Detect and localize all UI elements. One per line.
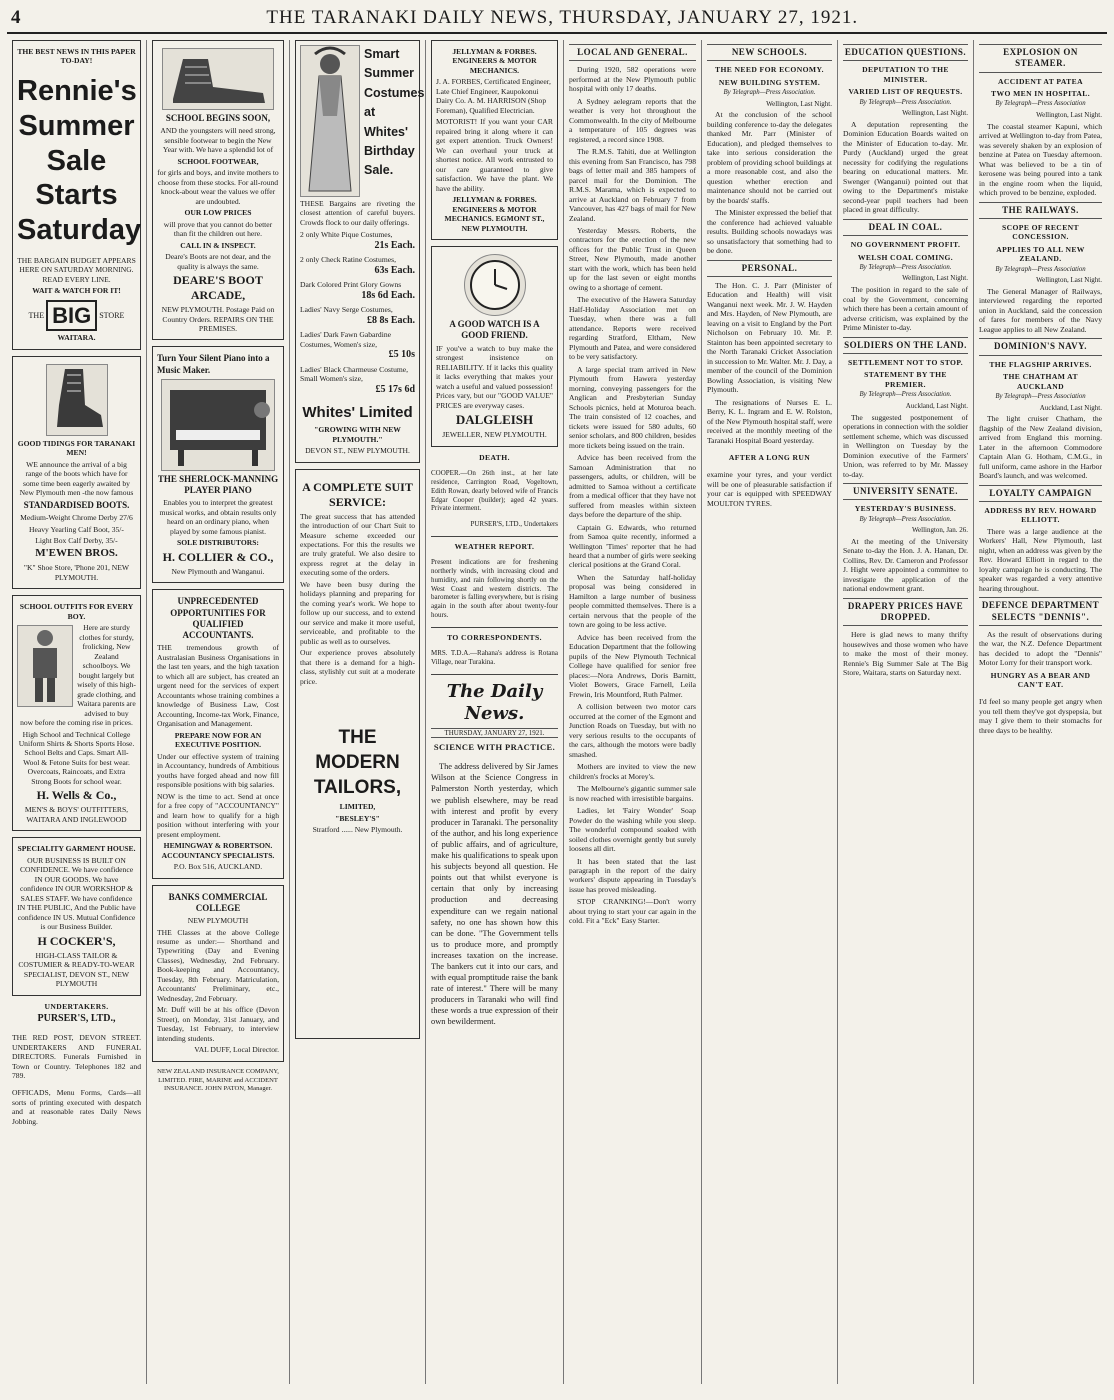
navy-head: DOMINION'S NAVY. — [979, 338, 1102, 355]
masthead-title: THE TARANAKI DAILY NEWS, THURSDAY, JANUARY 27, 1921. — [266, 7, 859, 28]
bargain-body: THESE Bargains are riveting the closest attention of careful buyers. Crowds flock to our daily offerings. — [300, 199, 415, 227]
nameplate: The Daily News. — [446, 680, 543, 725]
railways-sub2: APPLIES TO ALL NEW ZEALAND. — [996, 244, 1085, 264]
press-line: By Telegraph—Press Association. — [859, 264, 952, 271]
price-item-value: 63s Each. — [374, 264, 415, 276]
suit-body3: Our experience proves absolutely that there is a demand for a high-class, stylishly cut suit at a moderate price. — [300, 648, 415, 686]
whites-tagline: "GROWING WITH NEW PLYMOUTH." — [314, 425, 401, 444]
story-paragraph: The General Manager of Railways, interviewed regarding the reported union in Auckland, said the concession of fares for members of the Navy League applies to all New Zealand. — [979, 287, 1102, 334]
railways-story — [979, 287, 1102, 334]
smart-line: Birthday — [364, 143, 415, 158]
dalgleish-firm: DALGLEISH — [455, 412, 534, 428]
story-paragraph: During 1920, 582 operations were performed at the New Plymouth public hospital with only 17 deaths. — [569, 65, 696, 94]
story-paragraph: The Hon. C. J. Parr (Minister of Education and Health) will visit Wanganui next week. Mr. J. W. Hayden and Mrs. Hayden, of New Plymouth, are leaving on a visit to England by the Port Nicholson on February 10. Mr. P. Stainton has been appointed secretary to the North Taranaki Cricket Association in succession to Mr. Walter. Mr. J. Day, a member of the council of the Dominion Bowling Association, is visiting New Plymouth. — [707, 280, 832, 395]
story-paragraph: The executive of the Hawera Saturday Half-Holiday Association met on Tuesday, when there was a full attendance. Reports were received regarding Stratford, Eltham, New Plymouth and Patea, and were considered to be very satisfactory. — [569, 295, 696, 362]
logo-the: THE — [28, 310, 45, 320]
story-paragraph: Here is glad news to many thrifty housewives and those women who have to make the most of their money. Rennie's Big Summer Sale at The Big Store, Waitara, starts on Saturday next. — [843, 630, 968, 678]
smart-headline — [364, 45, 424, 197]
story-paragraph: A collision between two motor cars occurred at the corner of the Egmont and Junction Roads on Tuesday, but with no very serious results to the occupants of the cars, although the motors were badly smashed. — [569, 702, 696, 759]
education-sub1: DEPUTATION TO THE MINISTER. — [862, 65, 949, 84]
hr-firm: HEMINGWAY & ROBERTSON. ACCOUNTANCY SPECIALISTS. — [161, 841, 275, 860]
modern-besley: "BESLEY'S" — [335, 813, 380, 823]
price-item-desc: 2 only White Pique Costumes, — [300, 230, 393, 240]
piano-head: Turn Your Silent Piano into a Music Maker. — [157, 353, 270, 375]
banks-college-ad — [152, 885, 284, 1062]
price-item — [300, 230, 415, 252]
price-item-desc: Dark Colored Print Glory Gowns — [300, 280, 402, 290]
press-line: By Telegraph—Press Association. — [859, 98, 952, 106]
navy-sub1: THE FLAGSHIP ARRIVES. — [989, 359, 1092, 369]
mewen-firm: M'EWEN BROS. — [35, 547, 118, 560]
budget-note: THE BARGAIN BUDGET APPEARS HERE ON SATURDAY MORNING. READ EVERY LINE. — [17, 255, 136, 284]
death-sign: PURSER'S, LTD., Undertakers — [470, 520, 558, 529]
deare-address: NEW PLYMOUTH. Postage Paid on Country Orders. REPAIRS ON THE PREMISES. — [161, 305, 275, 333]
price-item — [300, 280, 415, 302]
rennie-line: Saturday — [17, 214, 142, 247]
navy-sub2: THE CHATHAM AT AUCKLAND — [1003, 372, 1078, 391]
undertakers-head: UNDERTAKERS. — [44, 1001, 109, 1011]
masthead — [7, 5, 1107, 34]
smart-line: Summer — [364, 66, 415, 81]
deare-firm: DEARE'S BOOT ARCADE, — [173, 273, 263, 303]
column-3 — [290, 40, 426, 1384]
banks-duff: Mr. Duff will be at his office (Devon Street), on Monday, 31st January, and Tuesday, 1st February, to interview intending students. — [157, 1005, 279, 1043]
logo-big: BIG — [46, 300, 97, 332]
boots-price-line: Heavy Yearling Calf Boot, 35/- — [29, 524, 124, 534]
story-paragraph: Yesterday Messrs. Roberts, the contractors for the erection of the new offices for the Public Trust in Queen Street, New Plymouth, made another start with the work, which has been held up for the last seven or eight months owing to a shortage of cement. — [569, 226, 696, 292]
wells-ad — [12, 595, 141, 831]
collier-ad — [152, 346, 284, 583]
price-item-value: £8 8s Each. — [366, 314, 415, 326]
column-7 — [838, 40, 974, 1384]
rennie-line: Rennie's — [17, 74, 137, 107]
smart-line: Smart — [364, 47, 400, 61]
jf-motor: MOTORIST! If you want your CAR repaired bring it along where it can get expert attention. Truck Owners! We can overhaul your truck at shortest notice. All work entrusted to our care guaranteed to give satisfaction. We have the plant. We have the ability. — [436, 117, 553, 193]
lady-illustration — [300, 45, 360, 197]
price-item-desc: Ladies' Dark Fawn Gabardine Costumes, Women's size, — [300, 330, 391, 349]
price-item-value: £5 10s — [388, 349, 415, 361]
story-paragraph: The resignations of Nurses E. L. Berry, K. L. Ingram and E. W. Rolston, of the New Plymouth hospital staff, were received at the monthly meeting of the Taranaki Hospital Board yesterday. — [707, 397, 832, 445]
story-paragraph: At the meeting of the University Senate to-day the Hon. J. A. Hanan, Dr. Collins, Rev. Dr. Cameron and Professor J. Hight were appointed a committee to investigate the application of the national endowment grant. — [843, 536, 968, 594]
smart-line: Sale. — [364, 163, 394, 178]
nameplate-date: THURSDAY, JANUARY 27, 1921. — [431, 728, 558, 739]
mewen-address: "K" Shoe Store, 'Phone 201, NEW PLYMOUTH. — [23, 563, 130, 582]
local-general-head: LOCAL AND GENERAL. — [569, 44, 696, 61]
boots-body: WE announce the arrival of a big range of the boots which have for some time been eagerly awaited by New Plymouth men -the now famous — [19, 459, 134, 498]
hungry-head: HUNGRY AS A BEAR AND CAN'T EAT. — [990, 670, 1091, 690]
boots-headline: GOOD TIDINGS FOR TARANAKI MEN! — [17, 438, 136, 458]
acct-body: THE tremendous growth of Australasian Business Organisations in the last ten years, and the high taxation to which all are subject, has created an urgent need for the services of expert Accountants whose training combines a knowledge of Business Law, Cost Accounting, Income-tax Work, Finance, Organisation and Management. — [157, 643, 279, 729]
rennie-headline — [17, 74, 142, 248]
column-6 — [702, 40, 838, 1384]
weather-head: WEATHER REPORT. — [454, 541, 535, 551]
story-paragraph: The Minister expressed the belief that the conference had achieved valuable results. Building schools nowadays was so unsatisfactory that something had to be done. — [707, 208, 832, 256]
column-1 — [7, 40, 147, 1384]
story-paragraph: There was a large audience at the Workers' Hall, New Plymouth, last night, when an address was given by the Rev. Howard Elliott in regard to the loyalty campaign he is conducting. The speaker was regarded a very attentive hearing throughout. — [979, 526, 1102, 593]
dalgleish-sub: JEWELLER, NEW PLYMOUTH. — [442, 430, 547, 440]
low-prices: OUR LOW PRICES — [184, 208, 252, 218]
story-paragraph: Advice has been received from the Samoan Administration that no passengers, adults, or children, will be admitted to Samoa without a certificate from a medical officer that they have not suffered from measles within sixteen days before the departure of the ship. — [569, 453, 696, 520]
column-5 — [564, 40, 702, 1384]
big-store-logo — [17, 300, 136, 332]
story-paragraph: It has been stated that the last paragraph in the report of the dairy workers' dispute appearing in Tuesday's issue has proved misleading. — [569, 856, 696, 894]
school-outfits-head: SCHOOL OUTFITS FOR EVERY BOY. — [19, 602, 134, 621]
big-store-town: WAITARA. — [57, 333, 96, 343]
deare-ad — [152, 40, 284, 340]
schoolboy-illustration — [17, 625, 73, 707]
railways-head: THE RAILWAYS. — [979, 202, 1102, 219]
dateline: Wellington, Last Night. — [902, 274, 968, 283]
press-line: By Telegraph—Press Association — [995, 393, 1086, 401]
hungry-body: I'd feel so many people get angry when you tell them they've got dyspepsia, but may I give them to their stomachs for three days to be healthy. — [979, 697, 1102, 735]
explosion-sub1: ACCIDENT AT PATEA — [997, 76, 1083, 86]
cocker-ad — [12, 837, 141, 995]
dateline: Auckland, Last Night. — [1039, 403, 1102, 412]
after-long-run-head: AFTER A LONG RUN — [728, 453, 811, 463]
pursers-tail: OFFICADS, Menu Forms, Cards—all sorts of printing executed with despatch and at reasonable rates Daily News Jobbing. — [12, 1088, 141, 1126]
wells-sub: MEN'S & BOYS' OUTFITTERS, WAITARA AND INGLEWOOD — [24, 805, 129, 824]
story-paragraph: Advice has been received from the Education Department that the following pupils of the New Plymouth Technical College have qualified for senior free places:—Nora Andrews, Doris Barnitt, Violet Bowers, Grace Farnell, Leila Frewin, Iris Mountford, Ruth Palmer. — [569, 632, 696, 699]
rennie-line: Starts — [35, 179, 118, 212]
story-paragraph: When the Saturday half-holiday proposal was being considered in Hamilton a large number of business people committed themselves. There is a certain nervous that the people of the town are going to be less active. — [569, 572, 696, 630]
boots-standardised: STANDARDISED BOOTS. — [23, 499, 130, 510]
school-begins-head: SCHOOL BEGINS SOON, — [165, 113, 271, 123]
smart-line: at — [364, 105, 376, 120]
coal-sub2: WELSH COAL COMING. — [857, 252, 954, 262]
collier-address: New Plymouth and Wanganui. — [171, 566, 265, 576]
senate-story — [843, 537, 968, 594]
loyalty-story — [979, 527, 1102, 593]
explosion-head: EXPLOSION ON STEAMER. — [979, 44, 1102, 73]
press-line: By Telegraph—Press Association — [995, 100, 1086, 108]
story-paragraph: A deputation representing the Dominion Education Boards waited on the Minister of Education to-day. Mr. Purdy (Auckland) urged the great necessity for codifying the regulations bearing on educational matters. Mr. Swenger (Wanganui) pointed out that owing to the Department's mistake second-year pupil teachers had been placed in great difficulty. — [843, 119, 968, 215]
prepare-head: PREPARE NOW FOR AN EXECUTIVE POSITION. — [174, 730, 262, 750]
cocker-body: OUR BUSINESS IS BUILT ON CONFIDENCE. We have confidence IN OUR GOODS. We have confidence IN OUR WORKSHOP & SALES STAFF. We have confidence IN THE PUBLIC, And the Public have confidence IN US. Mutual Confidence is our Business Builder. — [17, 855, 136, 932]
whites-address: DEVON ST., NEW PLYMOUTH. — [305, 446, 410, 456]
death-body: COOPER.—On 26th inst., at her late residence, Carrington Road, Vogeltown, Edith Rowan, dearly beloved wife of Francis Edgar Cooper (builder); aged 42 years. Private interment. — [431, 469, 558, 513]
banks-body: THE Classes at the above College resume as under:— Shorthand and Typewriting (Day and Evening Classes), Wednesday, 2nd February. Book-keeping and Accountancy, Tuesday, 8th February. Matriculation, Accountants' Preliminary, etc., Wednesday, 2nd February. — [157, 927, 279, 1003]
column-8 — [974, 40, 1107, 1384]
education-head: EDUCATION QUESTIONS. — [843, 44, 968, 61]
new-schools-sub2: NEW BUILDING SYSTEM. — [718, 77, 821, 87]
suit-body2: We have been busy during the holidays planning and preparing for the coming year's work. We hope to follow up our success, and to extend our service and make it more useful, serviceable, and profitable to the public as well as to ourselves. — [300, 579, 415, 646]
price-list — [300, 230, 415, 396]
dateline: Wellington, Last Night. — [1036, 110, 1102, 119]
suit-head: A COMPLETE SUIT SERVICE: — [302, 479, 413, 509]
page-number: 4 — [11, 7, 22, 28]
explosion-story — [979, 122, 1102, 198]
boots-price-line: Medium-Weight Chrome Derby 27/6 — [20, 513, 133, 523]
soldiers-head: SOLDIERS ON THE LAND. — [843, 337, 968, 354]
education-sub2: VARIED LIST OF REQUESTS. — [848, 87, 963, 97]
defence-story — [979, 630, 1102, 668]
senate-sub: YESTERDAY'S BUSINESS. — [854, 504, 957, 514]
school-outfits-list: High School and Technical College Uniform Shirts & Shorts Sports Hose. School Belts and Caps. Smart All-Wool & Fetone Suits for best wear. Overcoats, Raincoats, and Extra Strong Boots for school wear. — [18, 729, 135, 786]
watch-head: A GOOD WATCH IS A GOOD FRIEND. — [449, 319, 540, 341]
jf-head: JELLYMAN & FORBES. ENGINEERS & MOTOR MECHANICS. — [452, 47, 537, 75]
low-prices-body: will prove that you cannot do better than fit the children out here. — [163, 219, 273, 239]
logo-store: STORE — [99, 310, 125, 320]
column-2 — [147, 40, 290, 1384]
rennie-line: Summer — [18, 109, 135, 142]
soldiers-story — [843, 413, 968, 479]
watch-illustration — [464, 254, 526, 316]
now-body: NOW is the time to act. Send at once for a free copy of "ACCOUNTANCY" and learn how to qualify for a high position without interfering with your present employment. — [157, 791, 279, 839]
loyalty-head: LOYALTY CAMPAIGN — [979, 485, 1102, 502]
cocker-firm: H COCKER'S, — [37, 933, 116, 948]
death-head: DEATH. — [479, 452, 510, 462]
local-general-story — [569, 65, 696, 926]
school-begins-body: AND the youngsters will need strong, sensible footwear to begin the New Year with. We have a splendid lot of — [160, 126, 276, 155]
press-line: By Telegraph—Press Association. — [859, 391, 952, 399]
modern-address: Stratford ...... New Plymouth. — [312, 825, 403, 835]
price-item-desc: Ladies' Navy Serge Costumes, — [300, 305, 393, 315]
price-item — [300, 365, 415, 396]
price-item — [300, 255, 415, 277]
whites-firm: Whites' Limited — [302, 404, 413, 422]
railways-sub1: SCOPE OF RECENT CONCESSION. — [1001, 222, 1080, 242]
prepare-body: Under our effective system of training in Accountancy, hundreds of Ambitious youths have forged ahead and now fill responsible positions with big salaries. — [157, 751, 279, 790]
banks-head: BANKS COMMERCIAL COLLEGE — [168, 891, 268, 913]
story-paragraph: The Melbourne's gigantic summer sale is now reached with irresistible bargains. — [569, 784, 696, 803]
jf-body: J. A. FORBES, Certificated Engineer, Late Chief Engineer, Kaupokonui Dairy Co. A. M. HARRISON (Shop Foreman), Qualified Electrician. — [436, 77, 551, 115]
story-paragraph: A Sydney aelegram reports that the weather is very hot throughout the Commonwealth. In the city of Melbourne a temperature of 105 degrees was registered, a record since 1908. — [569, 96, 696, 144]
rennie-ad — [12, 40, 141, 350]
dateline: Wellington, Last Night. — [766, 99, 832, 108]
wells-firm: H. Wells & Co., — [36, 788, 117, 803]
education-story — [843, 120, 968, 215]
price-item-value: 18s 6d Each. — [361, 289, 415, 301]
defence-head: DEFENCE DEPARTMENT SELECTS "DENNIS". — [979, 597, 1102, 626]
newspaper-page — [7, 5, 1107, 1390]
sole-distributors: SOLE DISTRIBUTORS: — [177, 538, 259, 548]
dateline: Wellington, Jan. 26. — [911, 526, 968, 535]
boot-illustration — [46, 364, 108, 436]
drapery-story — [843, 630, 968, 677]
new-schools-head: NEW SCHOOLS. — [707, 44, 832, 61]
story-paragraph: A large special tram arrived in New Plymouth from Hawera yesterday morning, conveying passengers for the Anglican and Presbyterian Sunday Schools picnics, held at Moturoa beach. The train consisted of 12 coaches, and tickets were issued for 580 adults, 60 senior scholars, and 800 children, besides more tickets being issued on the train. — [569, 364, 696, 450]
correspondents-body: MRS. T.D.A.—Rahana's address is Rotana Village, near Turakina. — [431, 649, 558, 666]
price-item — [300, 330, 415, 361]
school-outfits-body: Here are sturdy clothes for sturdy, frolicking, New Zealand schoolboys. We bought largely but wisely of this high-grade clothing, and Waitara parents are advised to buy now before the coming rise in prices. — [20, 623, 136, 728]
story-paragraph: Mothers are invited to view the new children's frocks at Morey's. — [569, 762, 696, 781]
modern-tailors-ad — [295, 469, 420, 1039]
modern-head: THE MODERN TAILORS, — [313, 727, 402, 798]
whites-ad — [295, 40, 425, 463]
story-paragraph: At the conclusion of the school building conference to-day the delegates thanked Mr. Parr (Minister of Education), and pledged themselves to take into serious consideration the problem of providing school buildings at a more reasonable cost, and also the question whether erection and maintenance should not be carried out by the boards' staffs. — [707, 110, 832, 205]
weather-body: Present indications are for freshening northerly winds, with increasing cloud and humidity, and rain following shortly on the West Coast and western districts. The barometer is falling everywhere, but is rising again in the south after about twenty-four hours. — [431, 558, 558, 619]
drapery-head: DRAPERY PRICES HAVE DROPPED. — [843, 598, 968, 627]
accountancy-ad — [152, 589, 284, 878]
dateline: Wellington, Last Night. — [1036, 276, 1102, 285]
pursers-body: THE RED POST, DEVON STREET. UNDERTAKERS AND FUNERAL DIRECTORS. Funerals Furnished in Town or Country. Telephones 182 and 789. — [12, 1033, 141, 1081]
suit-body: The great success that has attended the introduction of our Chart Suit to Measure scheme exceeded our expectations. For this the results we are truly grateful. We also desire to express regret at the delay in executing some of the orders. — [300, 511, 415, 578]
acct-head: UNPRECEDENTED OPPORTUNITIES FOR QUALIFIED ACCOUNTANTS. — [170, 596, 266, 641]
piano-name: THE SHERLOCK-MANNING PLAYER PIANO — [157, 473, 279, 496]
loyalty-sub: ADDRESS BY REV. HOWARD ELLIOTT. — [984, 506, 1097, 525]
piano-body: Enables you to interpret the greatest musical works, and obtain results only heard on an ordinary piano, when played by some famous pianist. — [159, 498, 277, 536]
explosion-sub2: TWO MEN IN HOSPITAL. — [991, 88, 1090, 98]
story-paragraph: As the result of observations during the war, the N.Z. Defence Department has decided to adopt the "Dennis" Motor Lorry for their transport work. — [979, 629, 1102, 668]
wait-note: WAIT & WATCH FOR IT! — [32, 286, 121, 296]
insurance-notice: NEW ZEALAND INSURANCE COMPANY, LIMITED. FIRE, MARINE and ACCIDENT INSURANCE. JOHN PATON, Manager. — [157, 1068, 279, 1092]
collier-firm: H. COLLIER & CO., — [162, 549, 274, 564]
call-in: CALL IN & INSPECT. — [180, 240, 256, 250]
school-begins-body2: for girls and boys, and invite mothers to choose from these stocks. For all-round knock-about wear the values we offer are undoubted. — [157, 168, 279, 206]
price-item-desc: Ladies' Black Charmeuse Costume, Small Women's size, — [300, 364, 409, 384]
press-line: By Telegraph—Press Association — [995, 265, 1086, 273]
new-schools-sub1: THE NEED FOR ECONOMY. — [715, 65, 824, 75]
science-body: The address delivered by Sir James Wilson at the Science Congress in Palmerston North yesterday, which we publish elsewhere, may be read with interest and profit by every producer in Taranaki. The personality of the author, and his long experience of public affairs, and of agriculture, make his qualifications to speak upon his subjects beyond all question. He points out that whilst everyone is certain that only by increasing production and decreasing expenditure can we regain national safety, no one has shown how this can be done. "The Government tells us to produce more, and promptly increases taxation on the increase. The bankers cut it into our cars, and with equal promptitude raise the bank rate of interest." There will be many producers in Taranaki who will find these words a true expression of their own bewilderment. — [431, 762, 558, 1027]
dateline: Auckland, Last Night. — [905, 401, 968, 410]
modern-ltd: LIMITED, — [339, 802, 376, 812]
press-line: By Telegraph—Press Association. — [859, 515, 952, 523]
banks-sign: VAL DUFF, Local Director. — [194, 1045, 279, 1055]
coal-sub1: NO GOVERNMENT PROFIT. — [850, 240, 961, 250]
call-body: Deare's Boots are not dear, and the quality is always the same. — [165, 252, 271, 271]
new-schools-story — [707, 110, 832, 255]
price-item-desc: 2 only Check Ratine Costumes, — [300, 255, 396, 265]
price-item — [300, 305, 415, 327]
coal-head: DEAL IN COAL. — [843, 219, 968, 236]
paper-note: THE BEST NEWS IN THIS PAPER TO-DAY! — [17, 47, 136, 66]
story-paragraph: The R.M.S. Tahiti, due at Wellington this evening from San Francisco, has 798 bags of letter mail and 385 hampers of parcel mail for the Dominion. The R.M.S. Marama, which is expected to arrive at Auckland on February 7 from Vancouver, has 427 bags of mail for New Zealand. — [569, 147, 696, 223]
banks-town: NEW PLYMOUTH — [187, 916, 249, 926]
story-paragraph: The suggested postponement of operations in connection with the soldier settlement scheme, which was discussed in Wellington on Tuesday by the Dominion executive of the Farmers' Union, was referred to by Mr. Massey to-day. — [843, 412, 968, 479]
dalgleish-ad — [431, 246, 558, 447]
press-line: By Telegraph—Press Association. — [723, 89, 816, 97]
soldiers-sub1: SETTLEMENT NOT TO STOP. — [848, 357, 963, 367]
smart-line: Whites' — [364, 124, 408, 139]
dateline: Wellington, Last Night. — [902, 109, 968, 118]
story-paragraph: STOP CRANKING!—Don't worry about trying to start your car again in the cold. Fit a "Eck" Easy Starter. — [569, 897, 696, 926]
cocker-head: SPECIALITY GARMENT HOUSE. — [17, 844, 136, 854]
column-4 — [426, 40, 564, 1384]
piano-illustration — [161, 379, 275, 471]
smart-line: Costumes — [364, 85, 425, 100]
jf-head2: JELLYMAN & FORBES. ENGINEERS & MOTOR MECHANICS. EGMONT ST., NEW PLYMOUTH. — [444, 195, 545, 233]
science-head: SCIENCE WITH PRACTICE. — [433, 742, 556, 753]
cocker-sub: HIGH-CLASS TAILOR & COSTUMIER & READY-TO-WEAR SPECIALIST, DEVON ST., NEW PLYMOUTH — [18, 950, 135, 989]
personal-story — [707, 281, 832, 445]
price-item-value: 21s Each. — [374, 239, 415, 251]
price-item-value: £5 17s 6d — [375, 383, 415, 395]
story-paragraph: Captain G. Edwards, who returned from Samoa quite recently, informed a Wellington 'Times' reporter that he had heard that a number of girls were seeking clerical positions at the Grand Coral. — [569, 522, 696, 570]
navy-story — [979, 414, 1102, 480]
soldiers-sub2: STATEMENT BY THE PREMIER. — [864, 370, 947, 389]
pursers-firm: PURSER'S, LTD., — [37, 1013, 116, 1025]
watch-body: IF you've a watch to buy make the strongest insistence on RELIABILITY. If it lacks this quality it lacks everything that makes your watch a useful and valued possession! Prices vary, but our "GOOD VALUE" PRICES are everyway cases. — [436, 343, 553, 410]
mewen-ad — [12, 356, 141, 589]
senate-head: UNIVERSITY SENATE. — [843, 483, 968, 500]
school-footwear: SCHOOL FOOTWEAR, — [177, 156, 259, 166]
shoe-illustration — [162, 48, 274, 110]
correspondents-head: TO CORRESPONDENTS. — [447, 632, 542, 642]
story-paragraph: The position in regard to the sale of coal by the Government, concerning which there has been a certain amount of adverse criticism, was explained by the Prime Minister to-day. — [843, 285, 968, 333]
boots-price-line: Light Box Calf Derby, 35/- — [35, 536, 118, 545]
after-long-run-body: examine your tyres, and your verdict will be one of pleasurable satisfaction if your car is equipped with SPEEDWAY MOULTON TYRES. — [707, 470, 832, 508]
coal-story — [843, 285, 968, 332]
rennie-line: Sale — [46, 144, 107, 177]
jellyman-forbes-ad — [431, 40, 558, 240]
hr-address: P.O. Box 516, AUCKLAND. — [173, 862, 263, 872]
story-paragraph: The coastal steamer Kapuni, which arrived at Wellington to-day from Patea, was severely shaken by an explosion of benzine at Patea on Tuesday afternoon. What was believed to be a tin of kerosene was being poured into a tank in the engine room when the liquid, which proved to be benzine, exploded. — [979, 121, 1102, 198]
story-paragraph: Ladies, let 'Fairy Wonder' Soap Powder do the washing while you sleep. The wonderful compound soaked with soiled clothes overnight gently but surely loosens all dirt. — [569, 806, 696, 854]
personal-head: PERSONAL. — [707, 260, 832, 277]
story-paragraph: The light cruiser Chatham, the flagship of the New Zealand division, arrived from England this morning. Later in the afternoon Commodore Captain Alan G. Hotham, C.M.G., in full uniform, came ashore in the Harbor Board's launch, and was welcomed. — [979, 414, 1102, 481]
